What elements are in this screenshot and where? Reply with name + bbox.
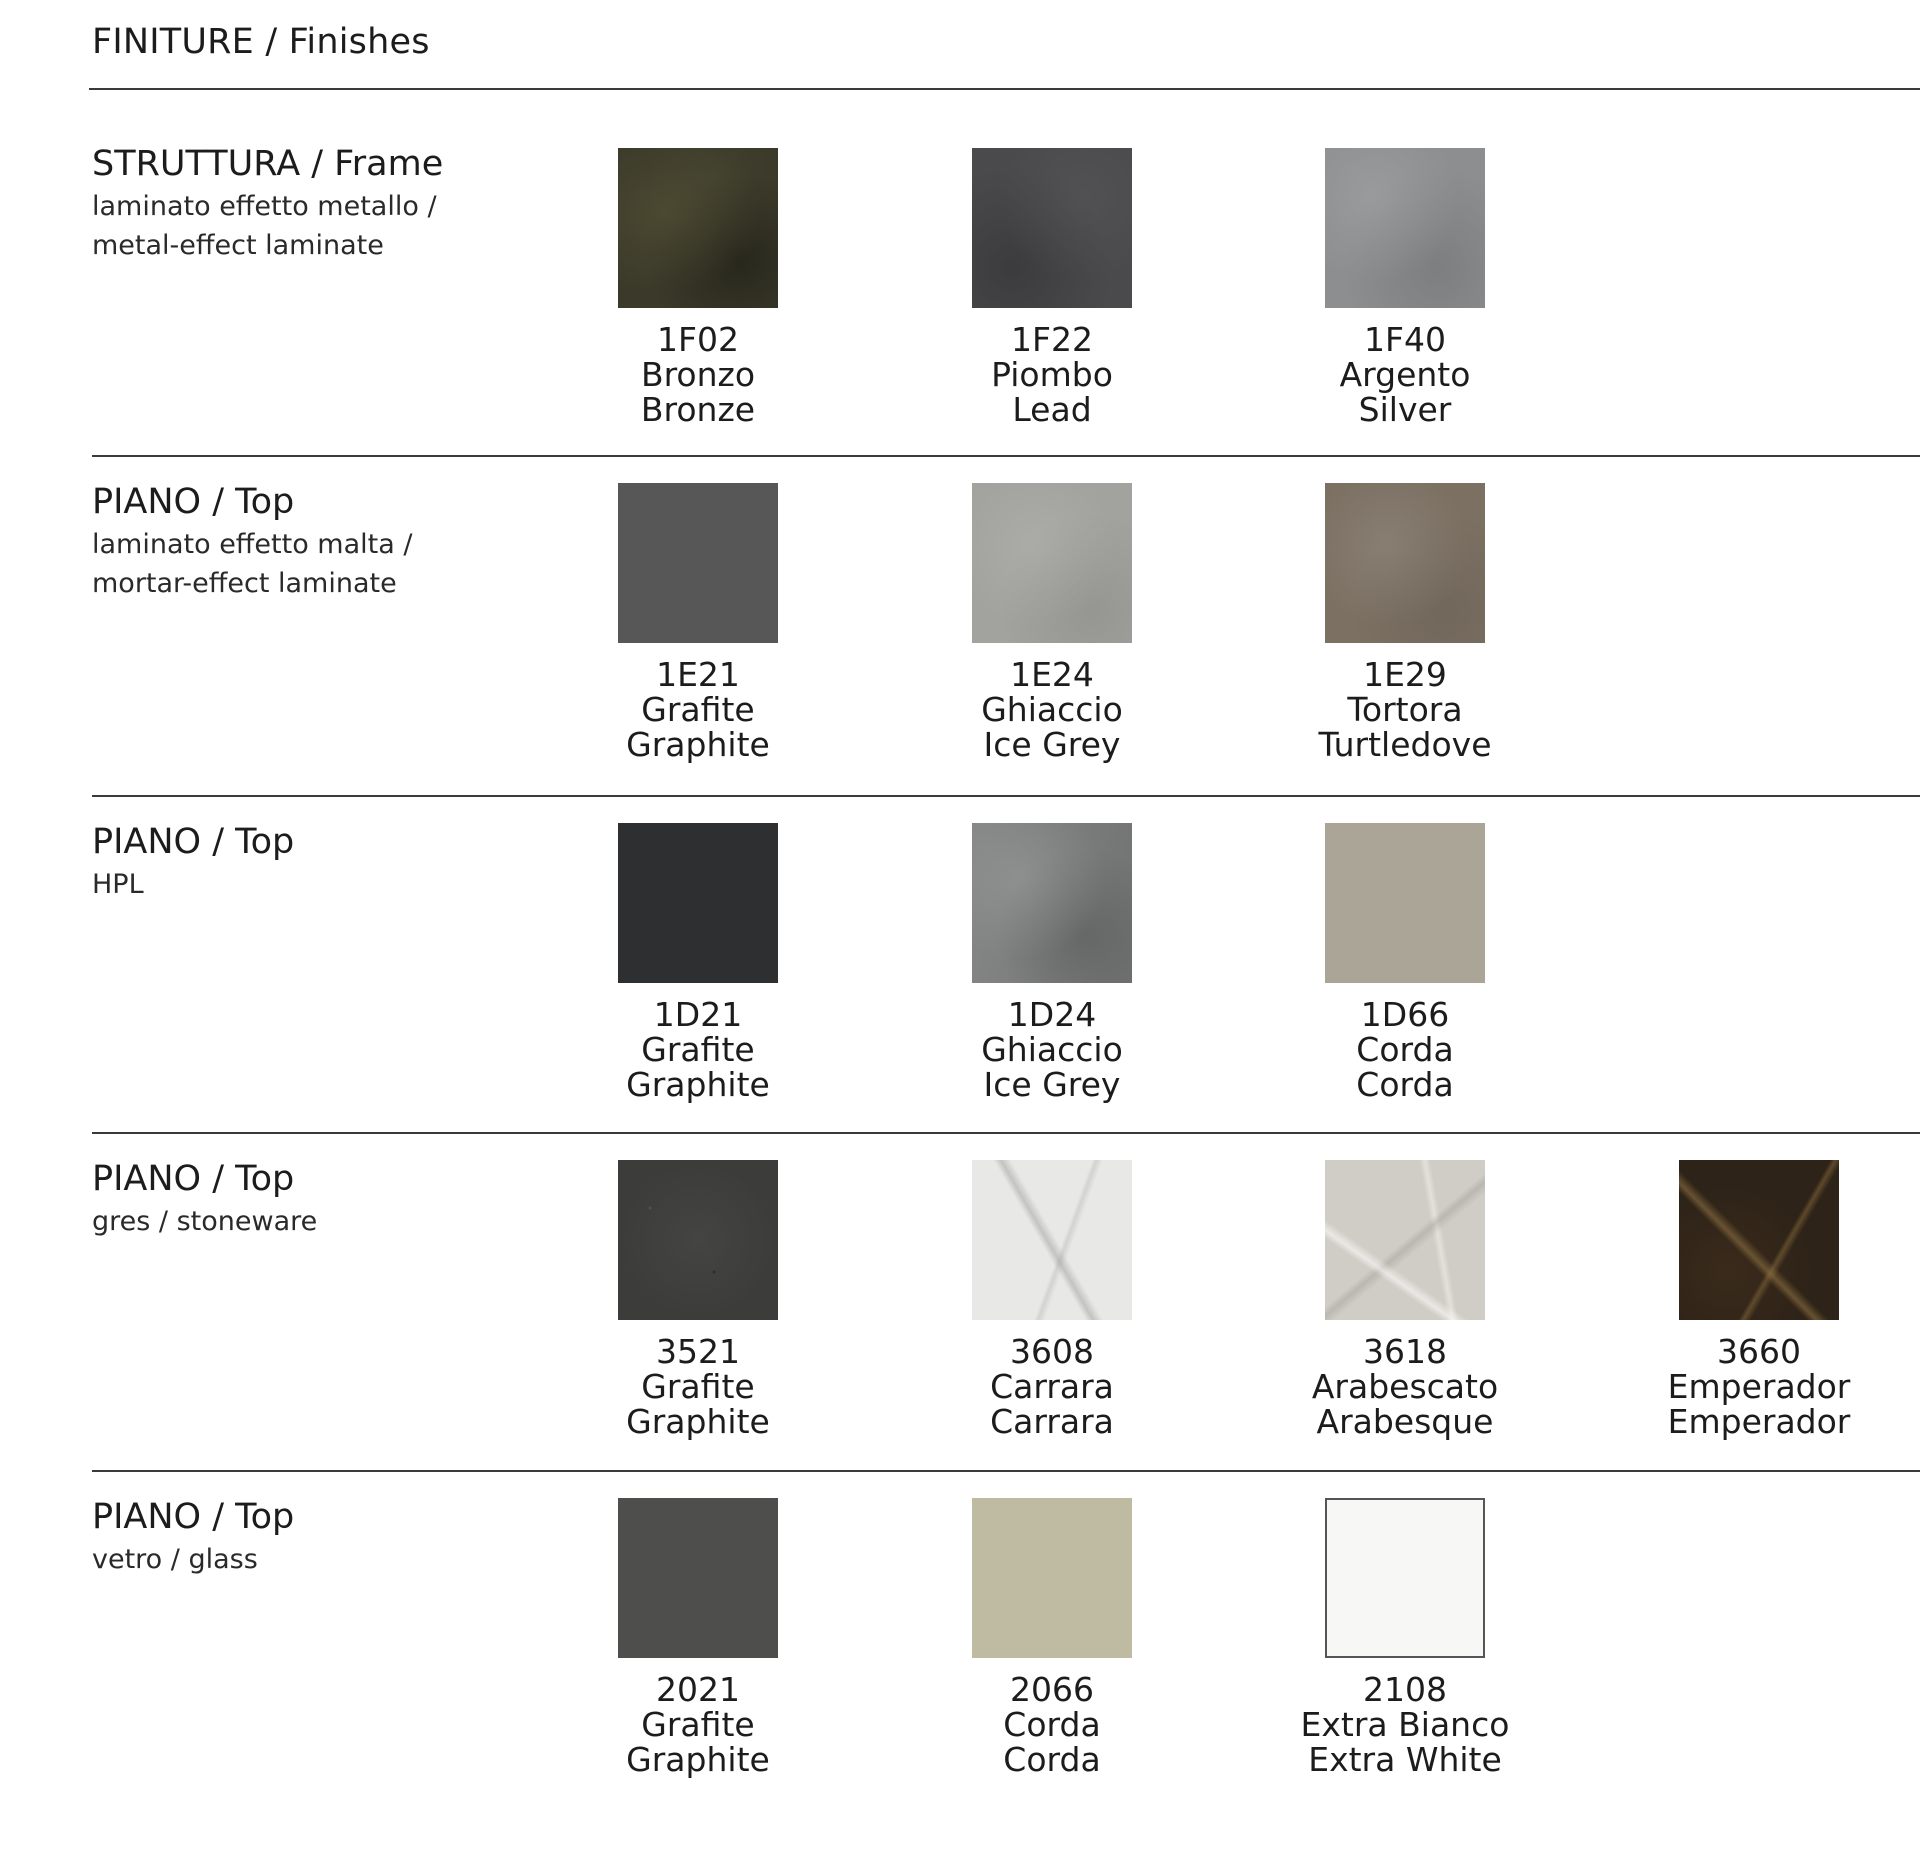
finish-name-it: Extra Bianco [1300, 1705, 1510, 1744]
finish-caption [548, 657, 848, 762]
finish-swatch-1D24 [972, 823, 1132, 983]
finish-code: 1D66 [1360, 995, 1450, 1034]
page-title: FINITURE / Finishes [92, 22, 430, 62]
finish-caption [1255, 1672, 1555, 1777]
finish-code: 1F22 [1011, 320, 1093, 359]
finish-name-it: Grafite [641, 1030, 755, 1069]
finish-swatch-3521 [618, 1160, 778, 1320]
section-title: PIANO / Top [92, 822, 295, 862]
finish-code: 1D24 [1007, 995, 1097, 1034]
finish-section [0, 455, 1920, 785]
finish-caption [902, 997, 1202, 1102]
finish-name-it: Bronzo [640, 355, 756, 394]
finish-code: 1F40 [1364, 320, 1446, 359]
finish-name-it: Grafite [641, 1705, 755, 1744]
finish-section [0, 1470, 1920, 1800]
section-title: STRUTTURA / Frame [92, 144, 444, 184]
section-subtitle: gres / stoneware [92, 1206, 318, 1237]
finish-swatch-3618 [1325, 1160, 1485, 1320]
finish-caption [548, 1672, 848, 1777]
finish-caption [1609, 1334, 1909, 1439]
finish-caption [902, 657, 1202, 762]
finish-section [0, 1132, 1920, 1462]
section-divider [92, 1132, 1920, 1134]
finish-name-en: Turtledove [1318, 725, 1492, 764]
finish-name-en: Carrara [990, 1402, 1114, 1441]
finish-name-en: Emperador [1667, 1402, 1851, 1441]
finish-name-en: Bronze [640, 390, 756, 429]
finish-name-it: Emperador [1667, 1367, 1851, 1406]
finish-swatch-1E29 [1325, 483, 1485, 643]
finish-caption [902, 1334, 1202, 1439]
finish-caption [548, 1334, 848, 1439]
section-subtitle: laminato effetto metallo / metal-effect laminate [92, 191, 437, 261]
finish-code: 3608 [1010, 1332, 1094, 1371]
section-subtitle: laminato effetto malta / mortar-effect laminate [92, 529, 413, 599]
section-divider [92, 1470, 1920, 1472]
finish-name-it: Argento [1339, 355, 1471, 394]
finish-code: 1F02 [657, 320, 739, 359]
finish-swatch-3608 [972, 1160, 1132, 1320]
finish-name-it: Corda [1003, 1705, 1101, 1744]
finish-name-it: Tortora [1347, 690, 1463, 729]
finish-caption [548, 322, 848, 427]
finish-swatch-3660 [1679, 1160, 1839, 1320]
finish-name-it: Grafite [641, 1367, 755, 1406]
finish-name-en: Corda [1003, 1740, 1101, 1779]
finish-name-it: Ghiaccio [981, 1030, 1123, 1069]
section-divider [92, 455, 1920, 457]
section-title: PIANO / Top [92, 1159, 295, 1199]
finish-caption [902, 1672, 1202, 1777]
finish-swatch-2108 [1325, 1498, 1485, 1658]
finish-code: 3521 [656, 1332, 740, 1371]
finish-name-it: Carrara [990, 1367, 1114, 1406]
finish-name-en: Corda [1356, 1065, 1454, 1104]
finish-name-en: Graphite [626, 725, 770, 764]
finish-section [0, 795, 1920, 1125]
finish-code: 2021 [656, 1670, 740, 1709]
finish-code: 1E29 [1363, 655, 1447, 694]
finish-caption [1255, 1334, 1555, 1439]
finish-section [0, 120, 1920, 450]
finish-name-it: Grafite [641, 690, 755, 729]
finish-code: 1D21 [653, 995, 743, 1034]
finish-caption [548, 997, 848, 1102]
finish-swatch-2066 [972, 1498, 1132, 1658]
finish-name-en: Extra White [1308, 1740, 1502, 1779]
finish-caption [902, 322, 1202, 427]
finish-name-en: Graphite [626, 1065, 770, 1104]
finish-caption [1255, 997, 1555, 1102]
finish-name-it: Piombo [991, 355, 1113, 394]
finish-code: 3660 [1717, 1332, 1801, 1371]
finish-name-it: Arabescato [1311, 1367, 1499, 1406]
finish-swatch-1F22 [972, 148, 1132, 308]
section-title: PIANO / Top [92, 482, 295, 522]
finish-code: 3618 [1363, 1332, 1447, 1371]
section-subtitle: vetro / glass [92, 1544, 258, 1575]
finish-swatch-1F40 [1325, 148, 1485, 308]
finish-name-en: Graphite [626, 1402, 770, 1441]
finish-name-en: Lead [1012, 390, 1092, 429]
finish-code: 2066 [1010, 1670, 1094, 1709]
finish-swatch-1E21 [618, 483, 778, 643]
finish-name-it: Corda [1356, 1030, 1454, 1069]
finish-name-it: Ghiaccio [981, 690, 1123, 729]
finish-name-en: Ice Grey [983, 725, 1121, 764]
finish-swatch-2021 [618, 1498, 778, 1658]
finish-name-en: Silver [1358, 390, 1452, 429]
finish-code: 1E21 [656, 655, 740, 694]
finish-swatch-1D66 [1325, 823, 1485, 983]
finish-caption [1255, 322, 1555, 427]
section-title: PIANO / Top [92, 1497, 295, 1537]
section-subtitle: HPL [92, 869, 144, 900]
finish-name-en: Arabesque [1316, 1402, 1494, 1441]
finish-swatch-1D21 [618, 823, 778, 983]
finish-caption [1255, 657, 1555, 762]
finish-name-en: Ice Grey [983, 1065, 1121, 1104]
finish-swatch-1F02 [618, 148, 778, 308]
finish-code: 2108 [1363, 1670, 1447, 1709]
section-divider [92, 795, 1920, 797]
header-divider [89, 88, 1920, 90]
finish-code: 1E24 [1010, 655, 1094, 694]
finish-name-en: Graphite [626, 1740, 770, 1779]
finish-swatch-1E24 [972, 483, 1132, 643]
